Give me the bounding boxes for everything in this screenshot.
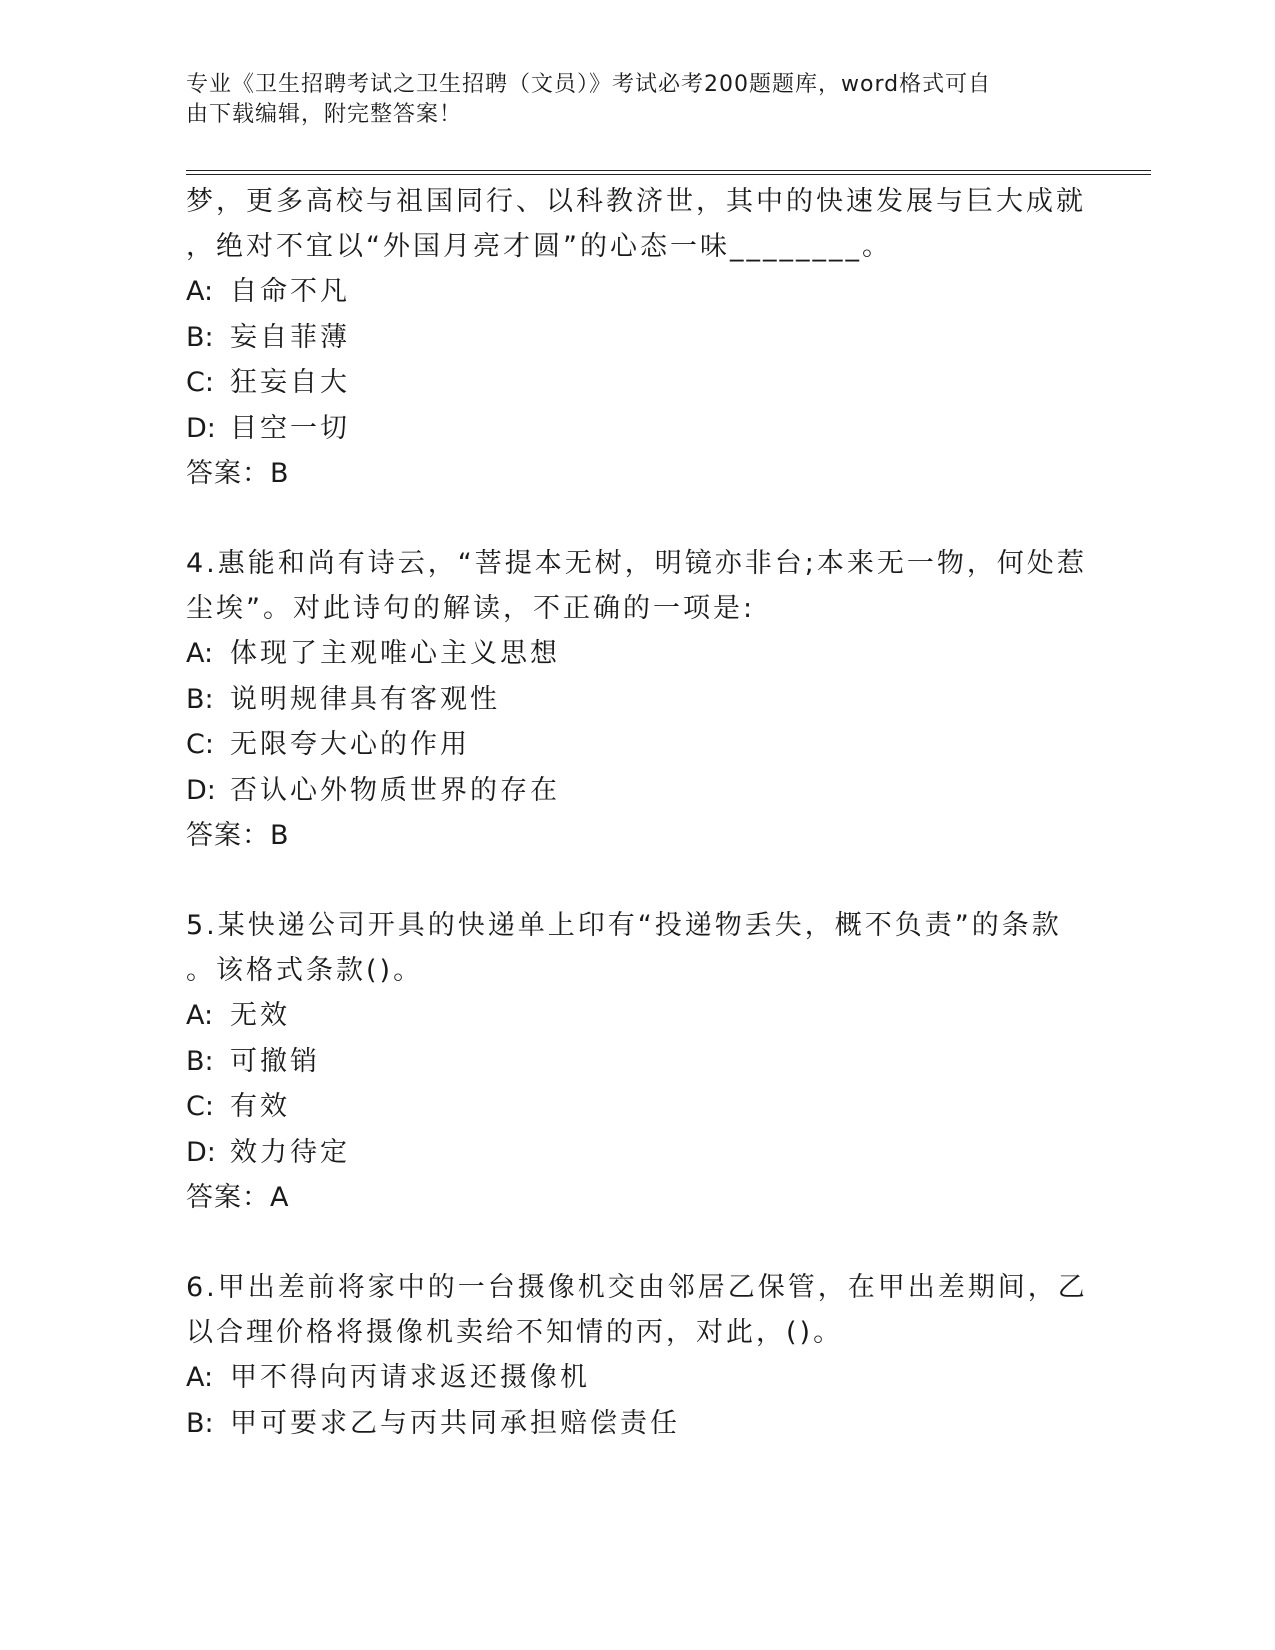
option-text: 甲可要求乙与丙共同承担赔偿责任 — [230, 1407, 680, 1439]
option-letter: A: — [186, 638, 214, 669]
option-letter: B: — [186, 1407, 214, 1439]
option-text: 有效 — [230, 1091, 290, 1122]
answer-line: 答案：B — [186, 820, 290, 851]
option-text: 目空一切 — [230, 412, 350, 444]
option-letter: C: — [186, 729, 214, 760]
option-text: 无效 — [230, 1000, 290, 1031]
header-line-1: 专业《卫生招聘考试之卫生招聘（文员）》考试必考200题题库，word格式可自 — [186, 72, 992, 97]
header-divider-top — [186, 170, 1151, 171]
option-b — [186, 1401, 1146, 1447]
question-text: ，绝对不宜以“外国月亮才圆”的心态一味________。 — [186, 231, 892, 262]
document-header — [186, 70, 1066, 130]
question-item — [186, 903, 1146, 1220]
option-letter: B: — [186, 1045, 214, 1077]
option-text: 可撤销 — [230, 1045, 320, 1077]
option-letter: D: — [186, 412, 216, 444]
question-list — [186, 179, 1146, 1446]
question-text: 4.惠能和尚有诗云，“菩提本无树，明镜亦非台;本来无一物，何处惹 — [186, 548, 1087, 579]
question-text: 梦，更多高校与祖国同行、以科教济世，其中的快速发展与巨大成就 — [186, 186, 1086, 217]
option-c — [186, 360, 1146, 406]
option-text: 甲不得向丙请求返还摄像机 — [230, 1362, 590, 1393]
option-text: 体现了主观唯心主义思想 — [230, 638, 560, 669]
option-a — [186, 631, 1146, 677]
option-letter: D: — [186, 1136, 216, 1168]
option-c — [186, 722, 1146, 768]
option-letter: A: — [186, 276, 214, 307]
option-a — [186, 269, 1146, 315]
question-item — [186, 1265, 1146, 1446]
option-letter: C: — [186, 367, 214, 398]
option-letter: B: — [186, 683, 214, 715]
question-text: 以合理价格将摄像机卖给不知情的丙，对此，()。 — [186, 1317, 844, 1348]
option-text: 无限夸大心的作用 — [230, 729, 470, 760]
option-text: 说明规律具有客观性 — [230, 683, 500, 715]
option-d — [186, 768, 1146, 814]
option-b — [186, 315, 1146, 361]
header-divider-bottom — [186, 174, 1151, 175]
option-text: 狂妄自大 — [230, 367, 350, 398]
option-letter: D: — [186, 774, 216, 806]
option-b — [186, 677, 1146, 723]
option-a — [186, 1355, 1146, 1401]
option-letter: A: — [186, 1362, 214, 1393]
question-text: 5.某快递公司开具的快递单上印有“投递物丢失，概不负责”的条款 — [186, 910, 1062, 941]
option-b — [186, 1039, 1146, 1085]
question-text: 6.甲出差前将家中的一台摄像机交由邻居乙保管，在甲出差期间，乙 — [186, 1272, 1088, 1303]
option-letter: A: — [186, 1000, 214, 1031]
option-d — [186, 406, 1146, 452]
question-text: 。该格式条款()。 — [186, 955, 424, 986]
question-text: 尘埃”。对此诗句的解读，不正确的一项是: — [186, 593, 756, 624]
option-text: 妄自菲薄 — [230, 321, 350, 353]
option-letter: C: — [186, 1091, 214, 1122]
option-text: 否认心外物质世界的存在 — [230, 774, 560, 806]
answer-line: 答案：A — [186, 1182, 290, 1213]
document-page — [186, 70, 1146, 1491]
question-item — [186, 179, 1146, 496]
answer-line: 答案：B — [186, 458, 290, 489]
option-a — [186, 993, 1146, 1039]
header-line-2: 由下载编辑，附完整答案！ — [186, 102, 463, 127]
option-text: 效力待定 — [230, 1136, 350, 1168]
option-d — [186, 1130, 1146, 1176]
option-text: 自命不凡 — [230, 276, 350, 307]
question-item — [186, 541, 1146, 858]
option-letter: B: — [186, 321, 214, 353]
option-c — [186, 1084, 1146, 1130]
